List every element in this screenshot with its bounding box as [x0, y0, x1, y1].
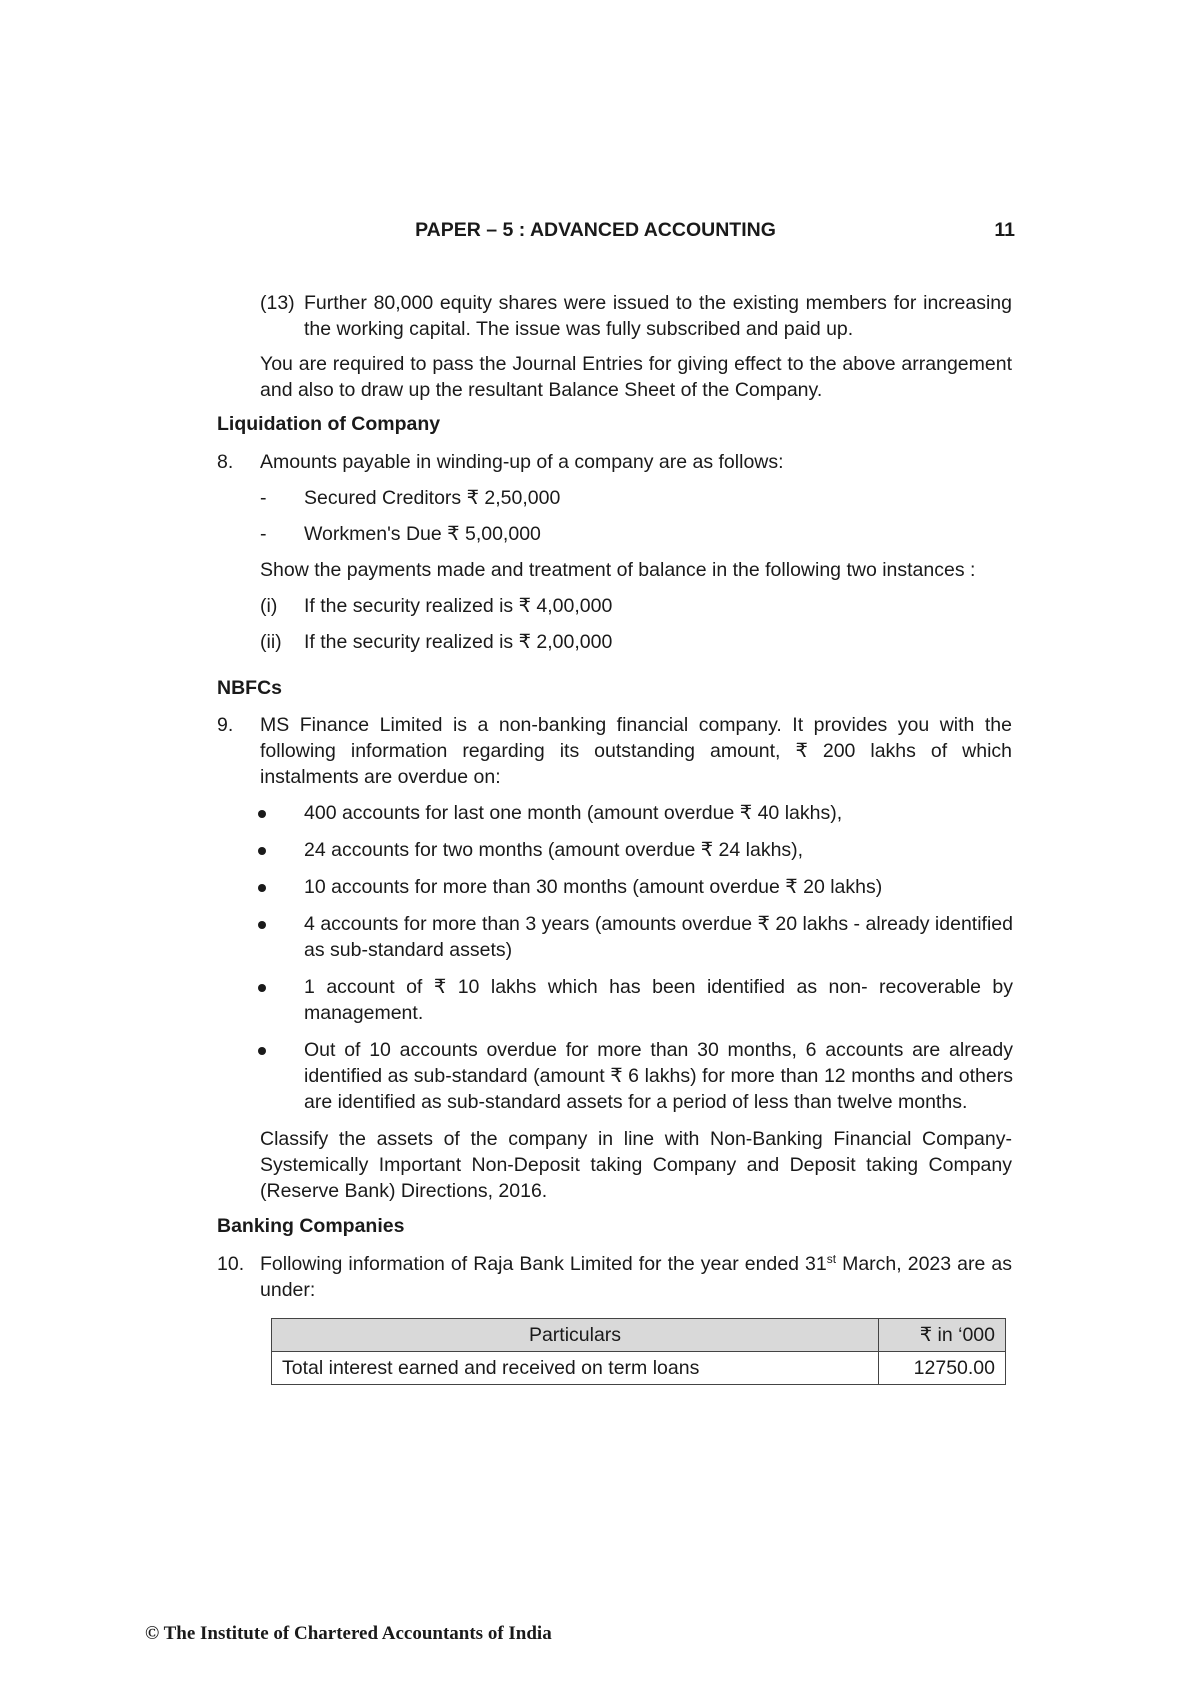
bullet-icon	[258, 1047, 266, 1055]
page-number: 11	[994, 219, 1015, 241]
question-9-number: 9.	[217, 714, 234, 736]
q9-bullet-5: 1 account of ₹ 10 lakhs which has been identified as non- recoverable by management.	[304, 976, 1013, 1024]
case-label-ii: (ii)	[260, 631, 282, 653]
case-text-i: If the security realized is ₹ 4,00,000	[304, 595, 613, 617]
dash-marker: -	[260, 487, 267, 509]
table-cell-particular: Total interest earned and received on term loans	[272, 1352, 879, 1385]
bullet-icon	[258, 810, 266, 818]
section-heading-banking: Banking Companies	[217, 1215, 405, 1237]
instruction-paragraph: You are required to pass the Journal Entries for giving effect to the above arrangement and also to draw up the resultant Balance Sheet of the Company.	[260, 353, 1012, 401]
q8-item-workmens-due: Workmen's Due ₹ 5,00,000	[304, 523, 541, 545]
q9-bullet-6: Out of 10 accounts overdue for more than 30 months, 6 accounts are already identified as sub-standard (amount ₹ 6 lakhs) for more than 12 months and others are identified as sub-standard assets for a period of less than twelve months.	[304, 1039, 1013, 1113]
table-cell-amount: 12750.00	[879, 1352, 1006, 1385]
q9-bullet-2: 24 accounts for two months (amount overdue ₹ 24 lakhs),	[304, 839, 804, 861]
case-label-i: (i)	[260, 595, 278, 617]
bullet-icon	[258, 984, 266, 992]
question-10-text-before: Following information of Raja Bank Limited for the year ended 31	[260, 1253, 827, 1275]
q9-bullet-3: 10 accounts for more than 30 months (amount overdue ₹ 20 lakhs)	[304, 876, 883, 898]
page-header-title: PAPER – 5 : ADVANCED ACCOUNTING	[415, 219, 776, 241]
q9-classify-paragraph: Classify the assets of the company in line with Non-Banking Financial Company-Systemically Important Non-Deposit taking Company and Deposit taking Company (Reserve Bank) Directions, 2016.	[260, 1128, 1012, 1202]
bullet-icon	[258, 847, 266, 855]
section-heading-liquidation: Liquidation of Company	[217, 413, 441, 435]
footer-copyright: © The Institute of Chartered Accountants of India	[145, 1623, 552, 1644]
q8-show-paragraph: Show the payments made and treatment of balance in the following two instances :	[260, 559, 976, 581]
q8-item-secured-creditors: Secured Creditors ₹ 2,50,000	[304, 487, 561, 509]
table-row	[272, 1352, 1006, 1385]
dash-marker: -	[260, 523, 267, 545]
case-text-ii: If the security realized is ₹ 2,00,000	[304, 631, 613, 653]
question-10-number: 10.	[217, 1253, 245, 1275]
table-header-particulars: Particulars	[272, 1319, 879, 1352]
q9-bullet-4: 4 accounts for more than 3 years (amounts overdue ₹ 20 lakhs - already identified as sub-standard assets)	[304, 913, 1013, 961]
section-heading-nbfcs: NBFCs	[217, 677, 283, 699]
superscript-st: st	[826, 1252, 837, 1266]
table-header-row	[272, 1319, 1006, 1352]
question-8-number: 8.	[217, 451, 234, 473]
bullet-icon	[258, 884, 266, 892]
question-8-text: Amounts payable in winding-up of a company are as follows:	[260, 451, 784, 473]
item-13	[260, 290, 1012, 342]
table-header-amount: ₹ in ‘000	[879, 1319, 1006, 1352]
raja-bank-table	[271, 1318, 1006, 1385]
question-9-text: MS Finance Limited is a non-banking financial company. It provides you with the following information regarding its outstanding amount, ₹ 200 lakhs of which instalments are overdue on:	[260, 714, 1012, 788]
question-10-text-after: March, 2023 are as under:	[260, 1253, 1012, 1301]
item-13-text: Further 80,000 equity shares were issued to the existing members for increasing the working capital. The issue was fully subscribed and paid up.	[304, 292, 1012, 340]
item-13-number: (13)	[260, 292, 295, 314]
question-10-text	[260, 1251, 1012, 1303]
q9-bullet-1: 400 accounts for last one month (amount overdue ₹ 40 lakhs),	[304, 802, 843, 824]
bullet-icon	[258, 921, 266, 929]
